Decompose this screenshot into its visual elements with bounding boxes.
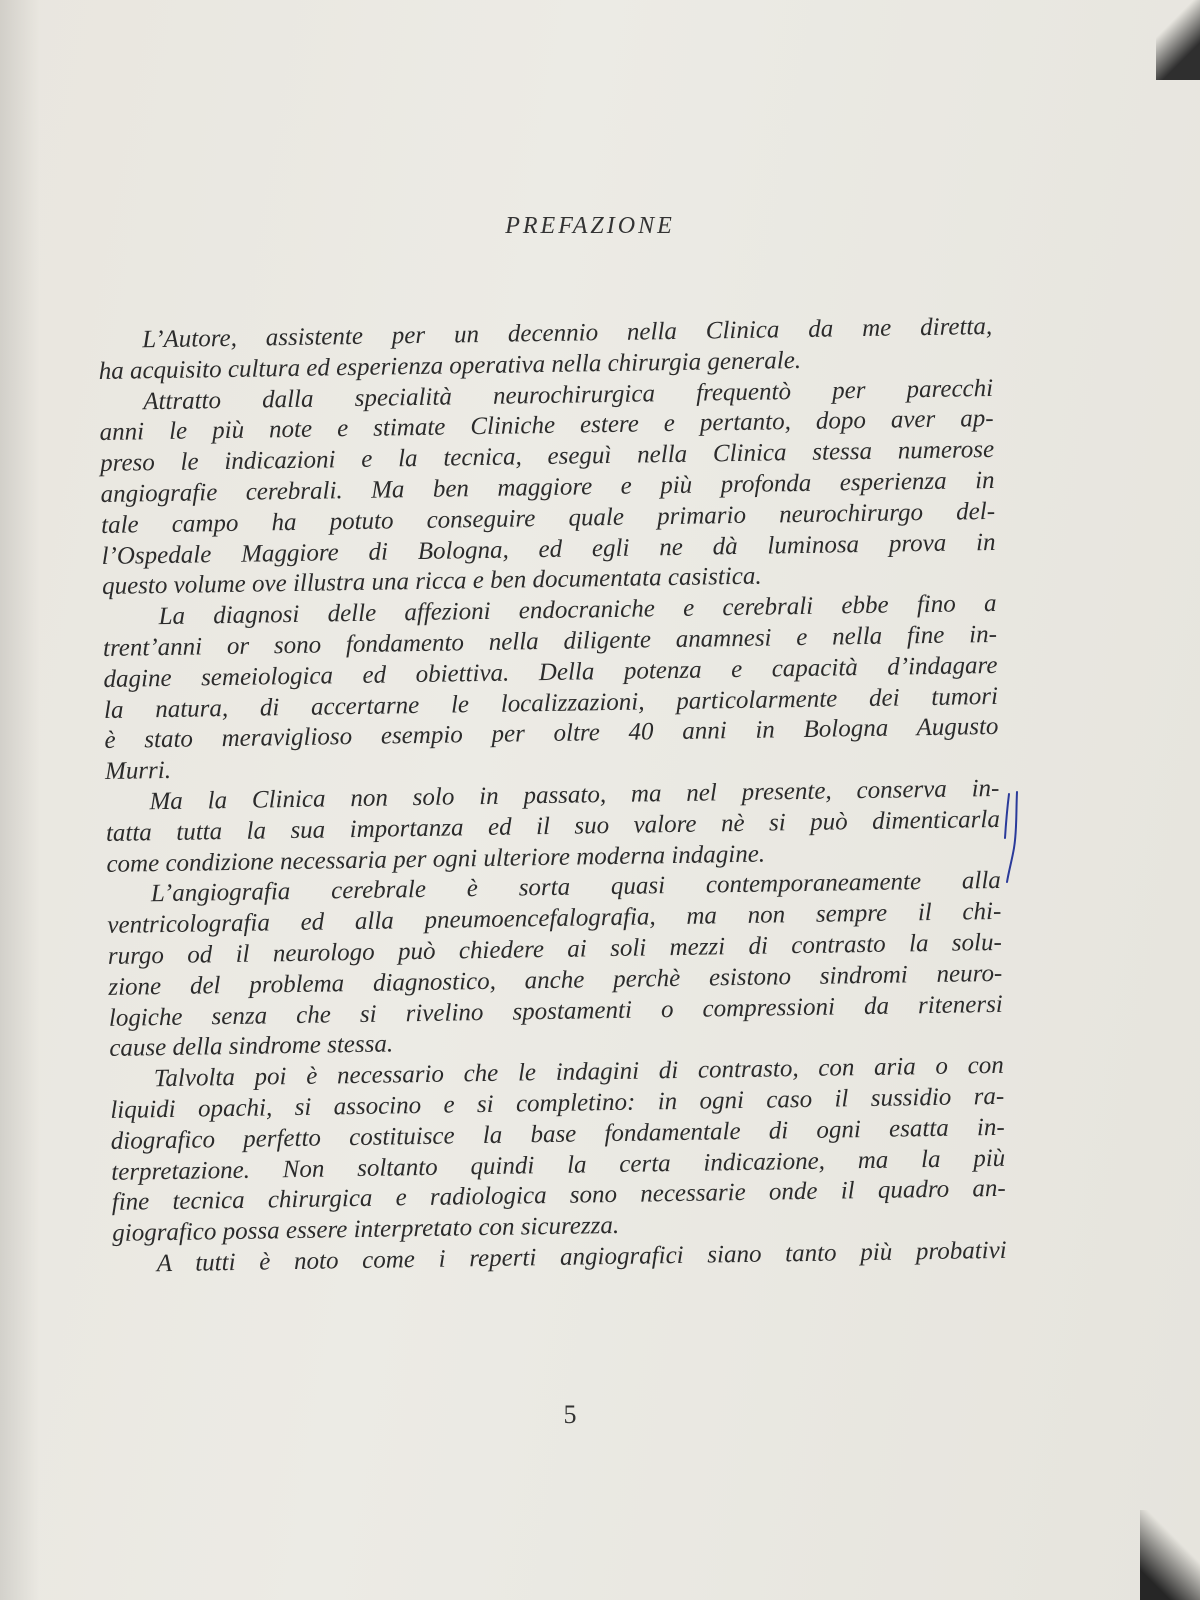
text-line: la natura, di accertarne le localizzazioni, particolarmente dei tumori [103, 682, 999, 724]
text-line: l’Ospedale Maggiore di Bologna, ed egli ne dà luminosa prova in [101, 528, 996, 570]
text-line: logiche senza che si rivelino spostamenti o compressioni da ritenersi [108, 990, 1003, 1032]
text-line: Talvolta poi è necessario che le indagini di contrasto, con aria o con [153, 1051, 1004, 1093]
text-line: dagine semeiologica ed obiettiva. Della potenza e capacità d’indagare [103, 651, 998, 693]
text-line: come condizione necessaria per ogni ulteriore moderna indagine. [106, 840, 766, 878]
preface-text [98, 312, 1007, 1281]
text-line: cause della sindrome stessa. [109, 1030, 394, 1063]
text-line: liquidi opachi, si associno e si completino: in ogni caso il sussidio ra- [110, 1082, 1005, 1124]
background-corner-bottom [1140, 1510, 1200, 1600]
text-line: tale campo ha potuto conseguire quale primario neurochirurgo del- [100, 497, 996, 539]
page-shadow [0, 0, 40, 1600]
text-line: questo volume ove illustra una ricca e ben documentata casistica. [101, 562, 762, 601]
handwritten-bracket-mark-icon [995, 790, 1025, 890]
text-line: terpretazione. Non soltanto quindi la certa indicazione, ma la più [111, 1144, 1006, 1186]
text-line: A tutti è noto come i reperti angiografici siano tanto più probativi [156, 1236, 1007, 1278]
text-line: giografico possa essere interpretato con sicurezza. [112, 1212, 620, 1247]
text-line: Ma la Clinica non solo in passato, ma nel presente, conserva in- [149, 774, 1000, 816]
text-line: angiografie cerebrali. Ma ben maggiore e più profonda esperienza in [100, 466, 995, 508]
text-line: L’Autore, assistente per un decennio nella Clinica da me diretta, [142, 312, 993, 354]
text-line: anni le più note e stimate Cliniche estere e pertanto, dopo aver ap- [99, 405, 994, 447]
text-line: fine tecnica chirurgica e radiologica sono necessarie onde il quadro an- [111, 1175, 1006, 1217]
page-title: PREFAZIONE [505, 213, 675, 239]
text-line: zione del problema diagnostico, anche perchè esistono sindromi neuro- [108, 959, 1003, 1001]
text-line: preso le indicazioni e la tecnica, eseguì nella Clinica stessa numerose [99, 436, 995, 478]
text-line: La diagnosi delle affezioni endocraniche e cerebrali ebbe fino a [158, 590, 997, 631]
text-line: Murri. [104, 757, 172, 786]
background-corner-top [1156, 0, 1200, 80]
page-number: 5 [563, 1400, 577, 1429]
text-line: tatta tutta la sua importanza ed il suo valore nè si può dimenticarla [105, 805, 1001, 847]
text-line: ventricolografia ed alla pneumoencefalografia, ma non sempre il chi- [107, 898, 1002, 940]
text-line: trent’anni or sono fondamento nella diligente anamnesi e nella fine in- [102, 620, 998, 662]
text-line: diografico perfetto costituisce la base fondamentale di ogni esatta in- [110, 1113, 1005, 1155]
text-line: rurgo od il neurologo può chiedere ai soli mezzi di contrasto la solu- [107, 928, 1003, 970]
text-line: è stato meraviglioso esempio per oltre 40 anni in Bologna Augusto [104, 713, 999, 755]
text-line: ha acquisito cultura ed esperienza operativa nella chirurgia generale. [98, 346, 802, 385]
text-line: L’angiografia cerebrale è sorta quasi contemporaneamente alla [150, 867, 1002, 908]
text-line: Attratto dalla specialità neurochirurgica frequentò per parecchi [142, 374, 994, 415]
